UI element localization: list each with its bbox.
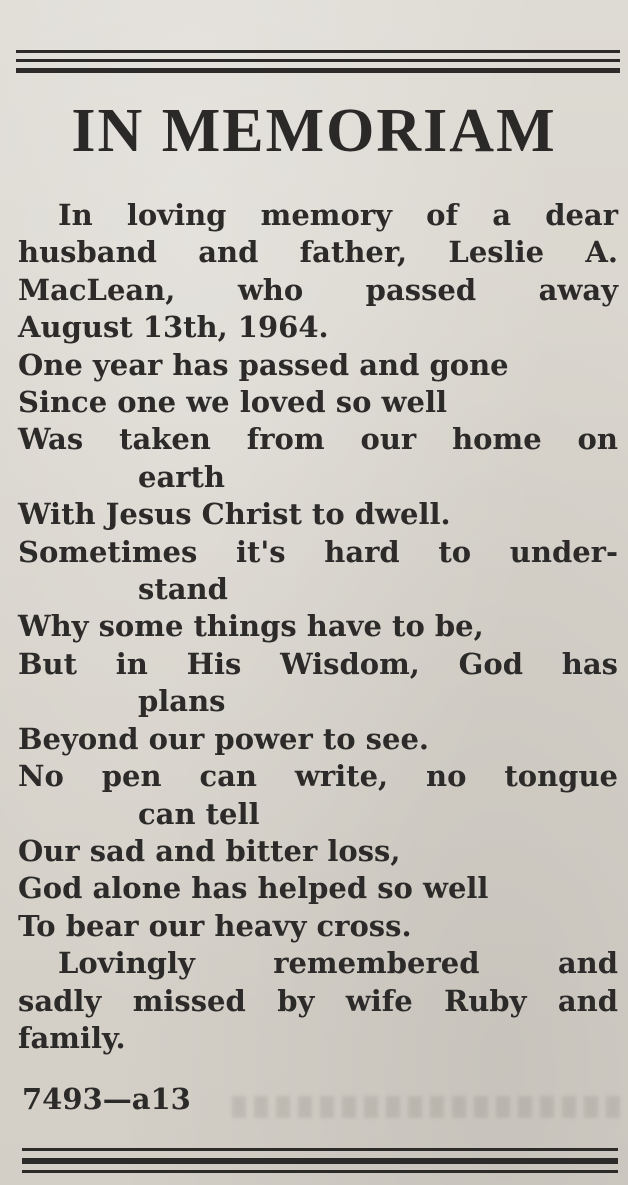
poem-line: But in His Wisdom, God has (18, 646, 618, 681)
top-double-rule (16, 50, 620, 76)
poem-continuation-line: can tell (138, 796, 260, 831)
poem-line: Sometimes it's hard to under- (18, 534, 618, 569)
closing-line: sadly missed by wife Ruby and (18, 983, 618, 1018)
memoriam-body (18, 197, 618, 1057)
poem-line: Our sad and bitter loss, (18, 833, 401, 868)
intro-line: MacLean, who passed away (18, 272, 618, 307)
closing-line: Lovingly remembered and (58, 946, 618, 981)
intro-line: husband and father, Leslie A. (18, 235, 618, 270)
poem-continuation-line: stand (138, 572, 228, 607)
intro-line: August 13th, 1964. (18, 310, 329, 345)
poem-continuation-line: earth (138, 459, 225, 494)
poem-line: With Jesus Christ to dwell. (18, 497, 451, 532)
poem-continuation-line: plans (138, 684, 226, 719)
reverse-print-show-through (232, 1096, 622, 1118)
poem-line: Why some things have to be, (18, 609, 484, 644)
memoriam-heading: IN MEMORIAM (71, 97, 557, 165)
poem-line: No pen can write, no tongue (18, 759, 618, 794)
poem-line: Since one we loved so well (18, 385, 447, 420)
intro-line: In loving memory of a dear (58, 198, 618, 232)
poem-line: To bear our heavy cross. (18, 908, 412, 943)
poem-line: Was taken from our home on (18, 422, 618, 457)
poem-line: Beyond our power to see. (18, 721, 429, 756)
poem-line: God alone has helped so well (18, 871, 489, 906)
bottom-double-rule (22, 1148, 618, 1178)
closing-line: family. (18, 1020, 126, 1055)
poem-line: One year has passed and gone (18, 347, 509, 382)
classified-reference-code: 7493—a13 (22, 1082, 191, 1116)
